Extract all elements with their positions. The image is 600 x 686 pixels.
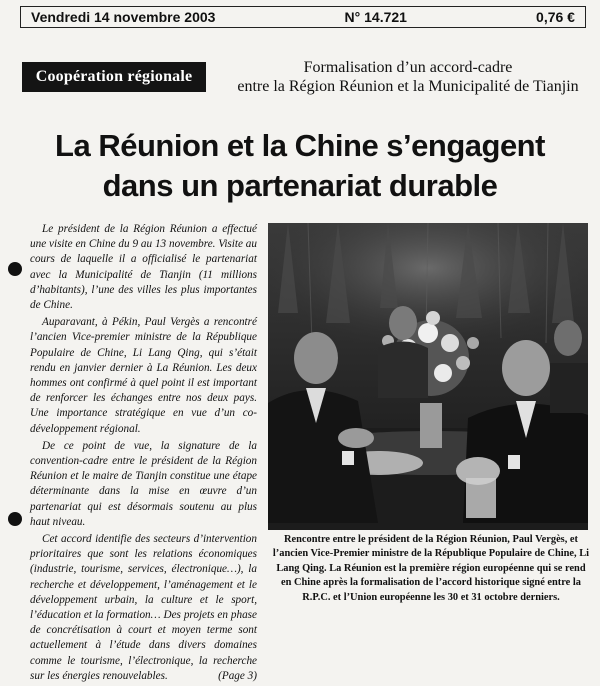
headline-line-2: dans un partenariat durable bbox=[102, 168, 498, 203]
article-paragraph-4 bbox=[30, 532, 257, 684]
margin-punch-hole bbox=[8, 512, 22, 526]
article-paragraph-3: De ce point de vue, la signature de la convention-cadre entre le président de la Région Réunion et le maire de Tianjin constitue une étape déterminante dans la mise en œuvre d’un partenariat qui est désormais soutenu au plus haut niveau. bbox=[30, 439, 257, 528]
kicker bbox=[218, 58, 598, 96]
headline bbox=[10, 126, 590, 206]
page-reference: (Page 3) bbox=[218, 669, 257, 682]
issue-number: N° 14.721 bbox=[344, 9, 407, 25]
section-header bbox=[22, 58, 592, 100]
article-paragraph-2: Auparavant, à Pékin, Paul Vergès a rencontré l’ancien Vice-premier ministre de la République Populaire de Chine, Li Lang Qing, qui s’était rendu en janvier dernier à La Réunion. Les deux hommes ont confirmé à quel point il est important de renforcer les échanges entre nos deux pays. Une importance stratégique en vue d’un co-développement régional. bbox=[30, 316, 257, 435]
issue-price: 0,76 € bbox=[536, 9, 575, 25]
article-paragraph-4-text: Cet accord identifie des secteurs d’intervention prioritaires que sont les relations économiques (industrie, tourisme, services, électronique…), la recherche et développement, l’aménagement et le développement urbain, la culture et le sport, l’éducation et la formation… Des projets en phase de concrétisation à court et moyen terme sont actuellement à l’étude dans divers domaines comme le tourisme, l’électronique, la recherche sur les énergies renouvelables. bbox=[30, 533, 257, 682]
margin-punch-hole bbox=[8, 262, 22, 276]
masthead-bar bbox=[20, 6, 586, 28]
officials-meeting-photo bbox=[268, 223, 588, 530]
kicker-line-1: Formalisation d’un accord-cadre bbox=[303, 59, 513, 76]
article-paragraph-1: Le président de la Région Réunion a effectué une visite en Chine du 9 au 13 novembre. Visite au cours de laquelle il a officialisé le partenariat avec la Municipalité de Tianjin (11 millions d’habitants), l’une des villes les plus importantes de Chine. bbox=[30, 223, 257, 312]
news-photo bbox=[268, 223, 588, 530]
rubric-label: Coopération régionale bbox=[22, 62, 206, 92]
photo-caption: Rencontre entre le président de la Région Réunion, Paul Vergès, et l’ancien Vice-Premier ministre de la République Populaire de Chine, Li Lang Qing. La Réunion est la première région européenne qui se rend en Chine après la formalisation de l’accord historique signé entre la R.P.C. et l’Union européenne les 30 et 31 octobre derniers. bbox=[272, 534, 590, 603]
headline-line-1: La Réunion et la Chine s’engagent bbox=[55, 128, 545, 163]
article-body bbox=[30, 222, 257, 686]
kicker-line-2: entre la Région Réunion et la Municipalité de Tianjin bbox=[237, 78, 579, 95]
issue-date: Vendredi 14 novembre 2003 bbox=[31, 9, 216, 25]
